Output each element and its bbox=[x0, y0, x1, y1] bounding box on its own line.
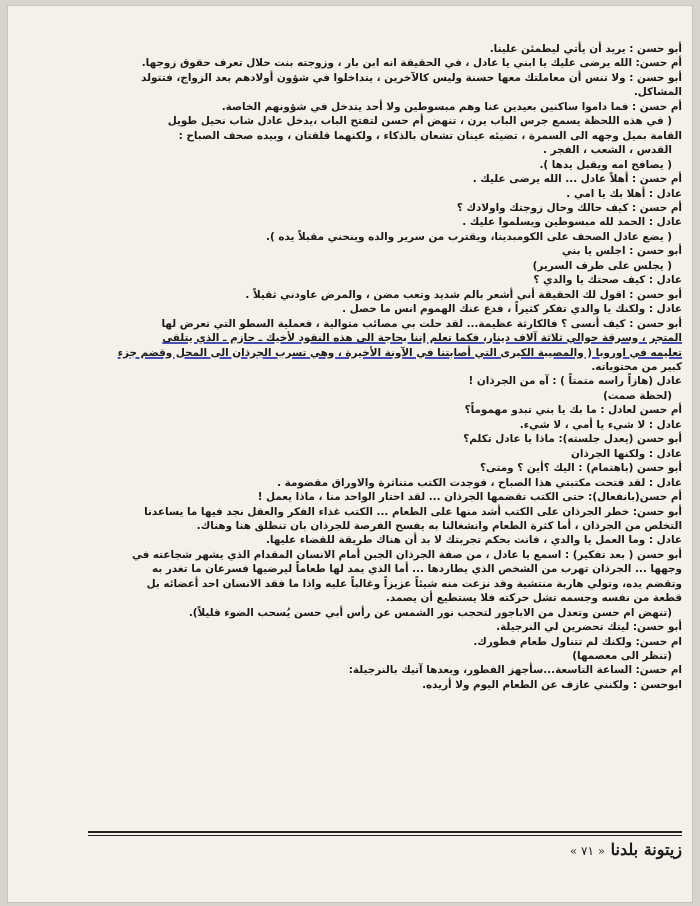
line-32: أم حسن(بانفعال): حتى الكتب تقضمها الجرذان ... لقد احتار الواحد منا ، ماذا يعمل ! bbox=[257, 491, 682, 504]
line-35: عادل : وما العمل يا والدي ، فانت بحكم تجربتك لا بد أن هناك طريقة للقضاء عليها. bbox=[265, 534, 682, 547]
stage-direction-6: (تنهض ام حسن وتعدل من الاباجور لتحجب نور الشمس عن رأس أبي حسن يُسحب الضوء قليلاً). bbox=[188, 606, 672, 619]
line-26: أم حسن لعادل : ما بك يا بني تبدو مهموماً؟ bbox=[464, 404, 682, 417]
stage-direction-5: (لحظة صمت) bbox=[603, 389, 672, 402]
line-29: عادل : ولكنها الجرذان bbox=[571, 447, 682, 460]
line-10: أم حسن : أهلاً عادل ... الله يرضى عليك . bbox=[472, 173, 682, 186]
line-36: أبو حسن ( بعد تفكير) : اسمع يا عادل ، من صفة الجرذان الجبن أمام الانسان المقدام الذي يشهر شجاعته في bbox=[131, 548, 682, 561]
line-24: عادل (هازاً راسه متمتاً ) : آه من الجرذان ! bbox=[468, 375, 682, 388]
line-42: ام حسن: ولكنك لم تتناول طعام فطورك. bbox=[473, 635, 682, 648]
line-11: عادل : أهلا بك يا امي . bbox=[566, 187, 682, 200]
line-34: التخلص من الجرذان ، أما كثرة الطعام وانشغالنا به يفسح الفرصة للجرذان بان تنطلق هنا وهناك. bbox=[196, 519, 682, 532]
line-38: وتقضم يده، وتولي هاربة منتشية وقد نزعت منه شيئاً عزيزاً وغالباً عليه واذا ما فقد الانسان احد أعضائه بل bbox=[146, 577, 682, 590]
line-7: القامة بميل وجهه الى السمرة ، تضيئه عينان تشعان بالذكاء ، ولكنهما قلقتان ، وبيده صحف الصباح : bbox=[178, 129, 682, 142]
line-13: عادل : الحمد لله مبسوطين ويسلموا عليك . bbox=[462, 216, 682, 229]
line-17: عادل : كيف صحتك يا والدي ؟ bbox=[533, 274, 682, 287]
line-18: أبو حسن : اقول لك الحقيقة أني أشعر بالم شديد وتعب مضن ، والمرض عاودني ثقيلاً . bbox=[245, 288, 682, 301]
line-28: أبو حسن (يعدل جلسته): ماذا يا عادل تكلم؟ bbox=[463, 433, 682, 446]
stage-direction-2: ( يصافح امه ويقبل يدها ). bbox=[539, 158, 672, 171]
stage-direction-4: ( يجلس على طرف السرير) bbox=[532, 259, 672, 272]
play-script-text bbox=[88, 42, 682, 692]
line-20: أبو حسن : كيف أنسى ؟ فالكارثة عظيمة... لقد حلت بي مصائب متوالية ، فعملية السطو التي تعرض لها bbox=[161, 317, 682, 330]
line-41: أبو حسن: ليتك تحضرين لي النرجيلة. bbox=[496, 621, 682, 634]
footer-rule-thin bbox=[88, 835, 682, 836]
line-44: ام حسن: الساعة التاسعة...سأجهز الفطور، وبعدها آتيك بالنرجيلة: bbox=[348, 664, 682, 677]
stage-direction-1: ( في هذه اللحظة يسمع جرس الباب يرن ، تنهض أم حسن لتفتح الباب ،يدخل عادل شاب نحيل طويل bbox=[167, 115, 672, 128]
stage-direction-7: (تنظر الى معصمها) bbox=[572, 650, 672, 663]
line-19: عادل : ولكنك يا والدي تفكر كثيراً ، فدع عنك الهموم انس ما حصل . bbox=[342, 303, 682, 316]
line-45: ابوحسن : ولكنني عازف عن الطعام اليوم ولا أريده. bbox=[422, 678, 682, 691]
line-4: المشاكل. bbox=[633, 86, 682, 99]
line-3: أبو حسن : ولا تنس أن معاملتك معها حسنة وليس كالآخرين ، يتداخلوا في شؤون أولادهم بعد الزواج، فتتولد bbox=[141, 71, 682, 84]
page-number: « ٧١ » bbox=[569, 844, 606, 858]
line-23: كبير من محتوياته. bbox=[591, 360, 682, 373]
line-2: أم حسن: الله يرضى عليك يا ابني يا عادل ، في الحقيقة انه ابن بار ، وزوجته بنت حلال تعرف حقوق زوجها. bbox=[141, 57, 682, 70]
magazine-title: زيتونة بلدنا bbox=[610, 840, 682, 859]
line-8: القدس ، الشعب ، الفجر . bbox=[542, 144, 672, 157]
line-15: أبو حسن : اجلس يا بني bbox=[561, 245, 682, 258]
line-5: أم حسن : فما داموا ساكنين بعيدين عنا وهم مبسوطين ولا أحد يتدخل في شؤونهم الخاصة. bbox=[221, 100, 682, 113]
line-37: وجهها ... الجرذان تهرب من الشخص الذي يطاردها ... أما الذي يمد لها طعاماً ليرضيها فسرعان ما تغدر به bbox=[152, 563, 682, 576]
line-22: تعليمه في اوروبا ( والمصيبة الكبرى التي أصابتنا في الآونة الأخيرة ، وهي تسرب الجرذان الى المحل وقضم جزء bbox=[117, 346, 682, 359]
line-21: المتجر ، وسرقة حوالي ثلاثة آلاف دينار، فكما تعلم إننا بحاجة الى هذه النقود لأخيك ـ حازم ـ الذي يتلقى bbox=[162, 332, 682, 345]
line-12: أم حسن : كيف حالك وحال زوجتك واولادك ؟ bbox=[456, 201, 682, 214]
line-33: أبو حسن: خطر الجرذان على الكتب أشد منها على الطعام ... الكتب غذاء الفكر والعقل نجد فيها ما يساعدنا bbox=[144, 505, 682, 518]
footer-rule bbox=[88, 831, 682, 833]
line-1: أبو حسن : يريد أن يأتي ليطمئن علينا. bbox=[489, 43, 682, 55]
stage-direction-3: ( يضع عادل الصحف على الكومبدينا، ويقترب من سرير والده وينحني مقبلاً يده ). bbox=[266, 230, 672, 243]
page-footer bbox=[88, 840, 682, 864]
line-31: عادل : لقد فتحت مكتبتي هذا الصباح ، فوجدت الكتب متناثرة والاوراق مقضومة . bbox=[277, 476, 682, 489]
line-39: قطعة من نفسه وجسمه تشل حركته فلا يستطيع أن يصمد. bbox=[385, 592, 682, 605]
line-27: عادل : لا شيء يا أمي ، لا شيء. bbox=[519, 418, 682, 431]
line-30: أبو حسن (باهتمام) : اليك ؟أين ؟ ومتى؟ bbox=[479, 462, 682, 475]
